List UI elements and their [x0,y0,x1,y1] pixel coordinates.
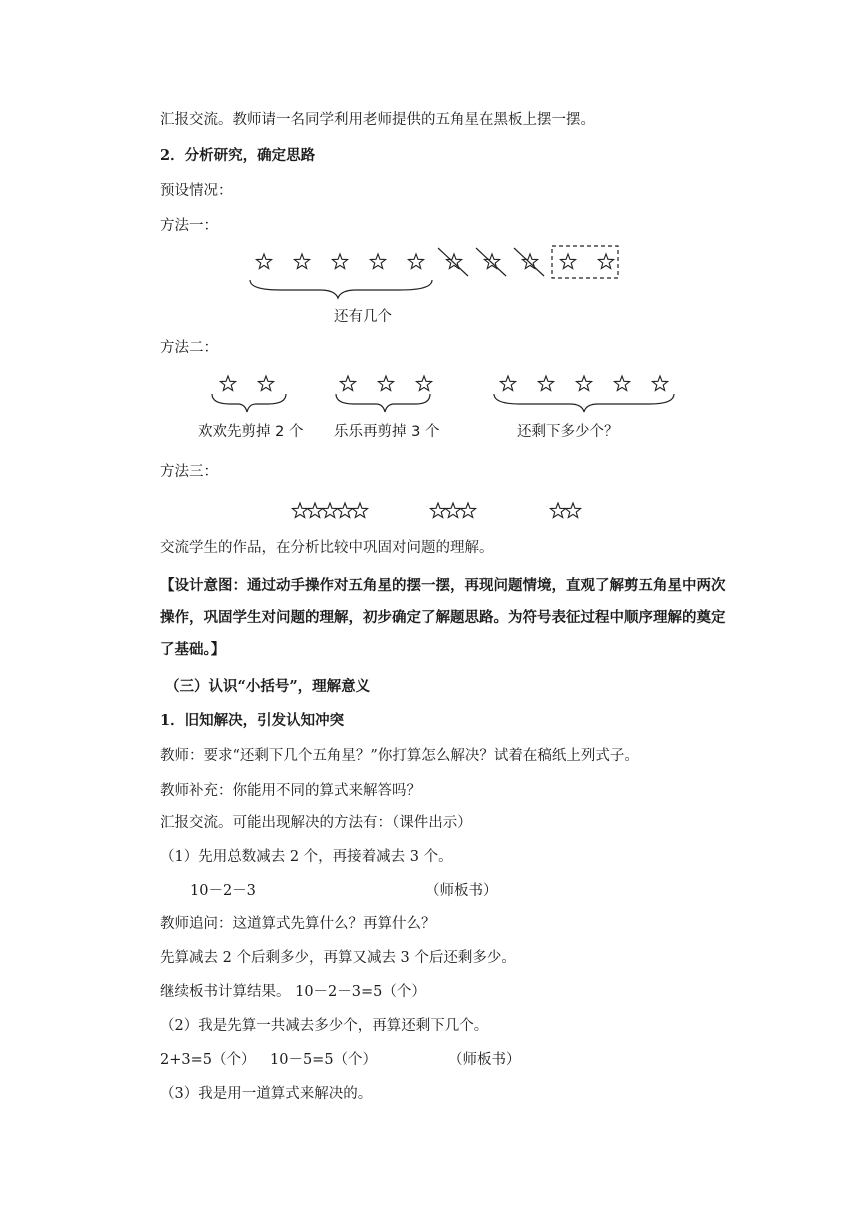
text-line-report: 汇报交流。可能出现解决的方法有：（课件出示） [160,815,472,831]
star-icon [614,376,629,390]
method-2-brace-1 [212,394,286,412]
formula-1: 10－2－3 [190,883,256,899]
method-1-figure [240,240,640,300]
section-heading-3: （三）认识“小括号”，理解意义 [165,678,371,695]
star-icon [307,503,322,517]
star-icon [522,254,537,268]
star-icon [258,376,273,390]
star-icon [576,376,591,390]
star-icon [378,376,393,390]
strike-line [438,248,468,276]
text-line-continue: 继续板书计算结果。 10－2－3=5（个） [160,984,426,1000]
text-line-teacher-question: 教师：要求“还剩下几个五角星？”你打算怎么解决？试着在稿纸上列式子。 [160,748,639,764]
star-icon [538,376,553,390]
star-icon [322,503,337,517]
text-line-method-b: （2）我是先算一共减去多少个，再算还剩下几个。 [160,1018,489,1034]
star-icon [352,503,367,517]
text-line-method-c: （3）我是用一道算式来解决的。 [160,1086,373,1102]
star-icon [408,254,423,268]
design-intent-paragraph: 【设计意图：通过动手操作对五角星的摆一摆，再现问题情境，直观了解剪五角星中两次操作，巩固学生对问题的理解，初步确定了解题思路。为符号表征过程中顺序理解的奠定了基础。】 [160,577,726,658]
star-icon [460,503,475,517]
star-icon [292,503,307,517]
star-icon [332,254,347,268]
text-line-explain: 先算减去 2 个后剩多少，再算又减去 3 个后还剩多少。 [160,950,516,966]
section-heading-2: 2．分析研究，确定思路 [160,147,316,164]
method-2-brace-3 [494,394,674,412]
method-3-figure [290,500,590,524]
method-2-label-1: 欢欢先剪掉 2 个 [198,424,304,440]
text-line-preset: 预设情况： [160,183,233,199]
method-3-label: 方法三： [160,464,218,480]
star-icon [430,503,445,517]
method-2-label: 方法二： [160,340,218,356]
star-icon [294,254,309,268]
method-1-label: 方法一： [160,218,218,234]
text-line-exchange: 交流学生的作品，在分析比较中巩固对问题的理解。 [160,540,494,556]
method-2-label-2: 乐乐再剪掉 3 个 [334,424,440,440]
formula-2a: 2+3=5（个） [160,1052,256,1068]
star-icon [484,254,499,268]
method-2-label-3: 还剩下多少个？ [517,424,619,440]
star-icon [416,376,431,390]
star-icon [370,254,385,268]
star-icon [500,376,515,390]
board-note-2: （师板书） [448,1052,521,1068]
board-note-1: （师板书） [425,883,498,899]
text-line-method-a: （1）先用总数减去 2 个，再接着减去 3 个。 [160,849,453,865]
star-icon [652,376,667,390]
star-icon [256,254,271,268]
method-1-brace-label: 还有几个 [334,309,392,325]
star-icon [446,254,461,268]
method-1-dashed-box [552,246,618,278]
star-icon [337,503,352,517]
text-line-1: 汇报交流。教师请一名同学利用老师提供的五角星在黑板上摆一摆。 [160,112,595,128]
strike-line [514,248,544,276]
star-icon [560,254,575,268]
star-icon [565,503,580,517]
method-2-brace-2 [336,394,430,412]
method-2-figure [190,368,690,418]
star-icon [445,503,460,517]
text-line-teacher-supplement: 教师补充：你能用不同的算式来解答吗？ [160,783,421,799]
star-icon [550,503,565,517]
formula-2b: 10－5=5（个） [270,1052,378,1068]
method-1-brace [250,280,432,298]
star-icon [220,376,235,390]
strike-line [476,248,506,276]
subsection-heading-1: 1．旧知解决，引发认知冲突 [160,712,345,729]
star-icon [340,376,355,390]
text-line-followup: 教师追问：这道算式先算什么？再算什么？ [160,916,436,932]
star-icon [598,254,613,268]
